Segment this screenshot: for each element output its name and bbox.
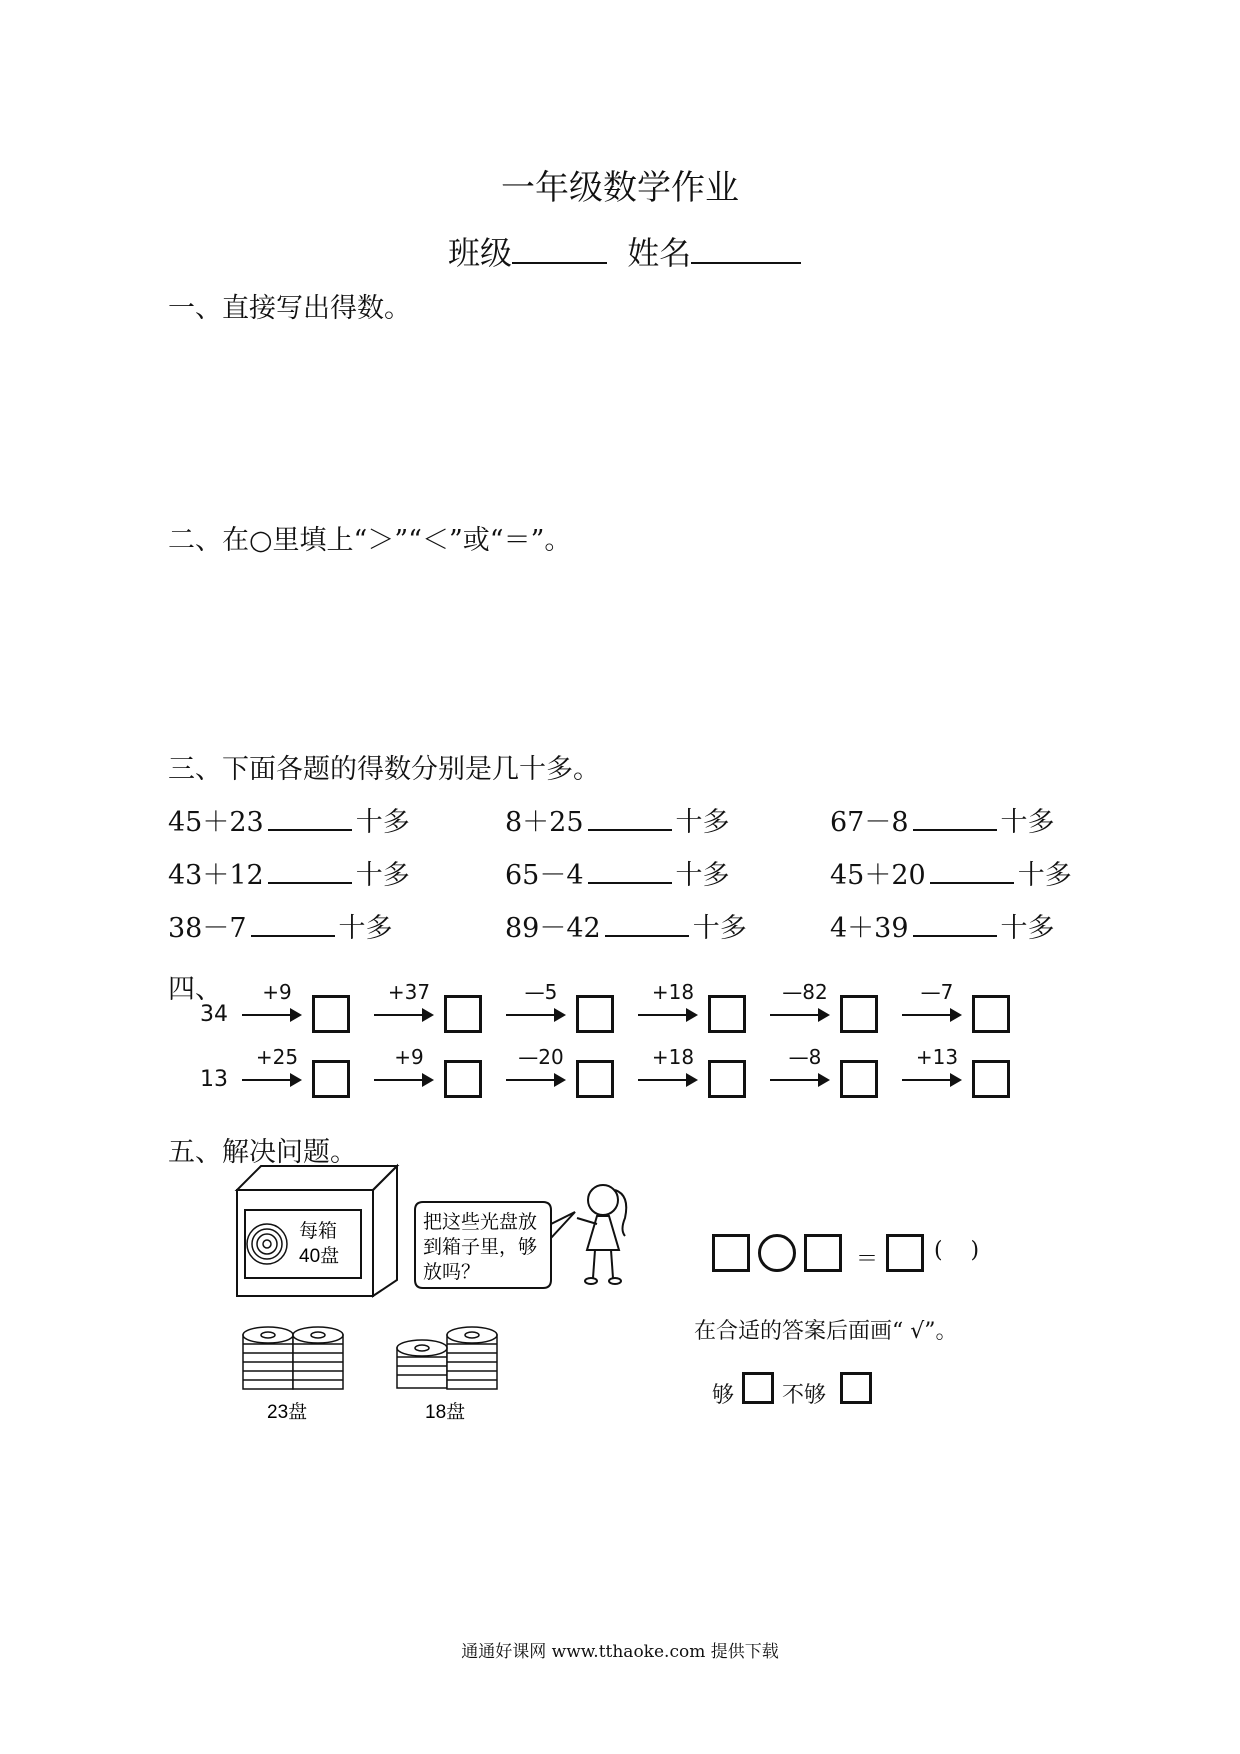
answer-blank[interactable] [913,935,997,937]
bubble-line2: 到箱子里，够 [423,1237,538,1258]
chain-arrow [770,1014,828,1016]
tens-exercise [830,906,1055,945]
chain-arrow [506,1014,564,1016]
equation-box-1[interactable] [712,1234,750,1272]
chain-operation-label: +37 [387,980,431,1004]
chain-answer-box[interactable] [576,995,614,1033]
class-blank[interactable] [512,261,607,264]
stack1-label: 23盘 [267,1402,308,1423]
tens-exercise [168,853,410,892]
tens-expression: 65－4 [505,860,584,891]
answer-blank[interactable] [251,935,335,937]
equation-operator-circle[interactable] [758,1234,796,1272]
section5-heading: 五、解决问题。 [168,1137,357,1168]
tens-suffix: 十多 [675,860,730,891]
tens-exercise [168,906,393,945]
tens-expression: 43＋12 [168,860,264,891]
problem-illustration [225,1160,705,1450]
chain-operation-label: +9 [394,1045,424,1069]
class-name-line [448,228,801,274]
chain-answer-box[interactable] [444,995,482,1033]
chain-answer-box[interactable] [840,1060,878,1098]
section3-heading: 三、下面各题的得数分别是几十多。 [168,754,600,785]
answer-blank[interactable] [268,882,352,884]
tens-suffix: 十多 [692,913,747,944]
disc-stack-18 [397,1327,497,1389]
tens-suffix: 十多 [355,807,410,838]
chain-operation-label: +13 [915,1045,959,1069]
tens-suffix: 十多 [355,860,410,891]
tens-expression: 67－8 [830,807,909,838]
not-enough-label: 不够 [782,1383,827,1408]
answer-blank[interactable] [913,829,997,831]
chain-arrow [638,1079,696,1081]
equation-result-box[interactable] [886,1234,924,1272]
girl-figure [577,1185,626,1284]
tens-suffix: 十多 [338,913,393,944]
tens-exercise [505,800,730,839]
tens-expression: 4＋39 [830,913,909,944]
tens-suffix: 十多 [1017,860,1072,891]
chain-operation-label: —8 [788,1045,822,1069]
tens-expression: 8＋25 [505,807,584,838]
chain-operation-label: —7 [920,980,954,1004]
chain-answer-box[interactable] [312,1060,350,1098]
disc-stack-23 [243,1327,343,1389]
chain-operation-label: +9 [262,980,292,1004]
chain-arrow [902,1079,960,1081]
answer-blank[interactable] [268,829,352,831]
tens-exercise [505,853,730,892]
not-enough-checkbox[interactable] [840,1372,872,1404]
section1-heading: 一、直接写出得数。 [168,293,411,324]
tens-exercise [830,853,1072,892]
answer-blank[interactable] [930,882,1014,884]
chain-arrow [374,1014,432,1016]
answer-blank[interactable] [588,829,672,831]
equals-sign: ＝ [856,1247,879,1272]
chain-operation-label: +25 [255,1045,299,1069]
chain-answer-box[interactable] [972,995,1010,1033]
stack2-label: 18盘 [425,1402,466,1423]
chain-answer-box[interactable] [444,1060,482,1098]
class-label: 班级 [448,234,513,272]
chain-operation-label: +18 [651,980,695,1004]
instruction-text: 在合适的答案后面画“ √”。 [694,1319,958,1344]
tens-expression: 38－7 [168,913,247,944]
tens-expression: 45＋23 [168,807,264,838]
tens-exercise [505,906,747,945]
chain-arrow [374,1079,432,1081]
name-label: 姓名 [627,234,692,272]
chain-answer-box[interactable] [708,1060,746,1098]
chain-operation-label: —82 [782,980,828,1004]
chain-arrow [242,1014,300,1016]
chain-operation-label: —20 [518,1045,564,1069]
box-text-line2: 40盘 [299,1246,340,1267]
tens-exercise [830,800,1055,839]
tens-suffix: 十多 [675,807,730,838]
chain-arrow [506,1079,564,1081]
equation-box-2[interactable] [804,1234,842,1272]
enough-checkbox[interactable] [742,1372,774,1404]
tens-suffix: 十多 [1000,913,1055,944]
chain-arrow [902,1014,960,1016]
chain-answer-box[interactable] [708,995,746,1033]
bubble-line1: 把这些光盘放 [423,1212,538,1233]
chain-answer-box[interactable] [972,1060,1010,1098]
name-blank[interactable] [691,261,801,264]
bubble-line3: 放吗？ [423,1262,481,1283]
answer-blank[interactable] [588,882,672,884]
chain-answer-box[interactable] [576,1060,614,1098]
enough-label: 够 [712,1383,735,1408]
chain-arrow [770,1079,828,1081]
section4-heading: 四、 [168,974,222,1005]
tens-suffix: 十多 [1000,807,1055,838]
section2-heading: 二、在○里填上“＞”“＜”或“＝”。 [168,525,572,556]
tens-exercise [168,800,410,839]
tens-expression: 89－42 [505,913,601,944]
tens-expression: 45＋20 [830,860,926,891]
chain-start-number: 34 [200,1002,228,1027]
box-text-line1: 每箱 [299,1221,338,1242]
chain-arrow [242,1079,300,1081]
footer-credit: 通通好课网 www.tthaoke.com 提供下载 [461,1642,779,1662]
page-title: 一年级数学作业 [501,168,739,208]
chain-operation-label: +18 [651,1045,695,1069]
chain-answer-box[interactable] [312,995,350,1033]
chain-answer-box[interactable] [840,995,878,1033]
disc-icon [247,1224,287,1264]
unit-parentheses[interactable]: ( ) [934,1238,980,1263]
chain-arrow [638,1014,696,1016]
chain-start-number: 13 [200,1067,228,1092]
chain-operation-label: —5 [524,980,558,1004]
answer-blank[interactable] [605,935,689,937]
